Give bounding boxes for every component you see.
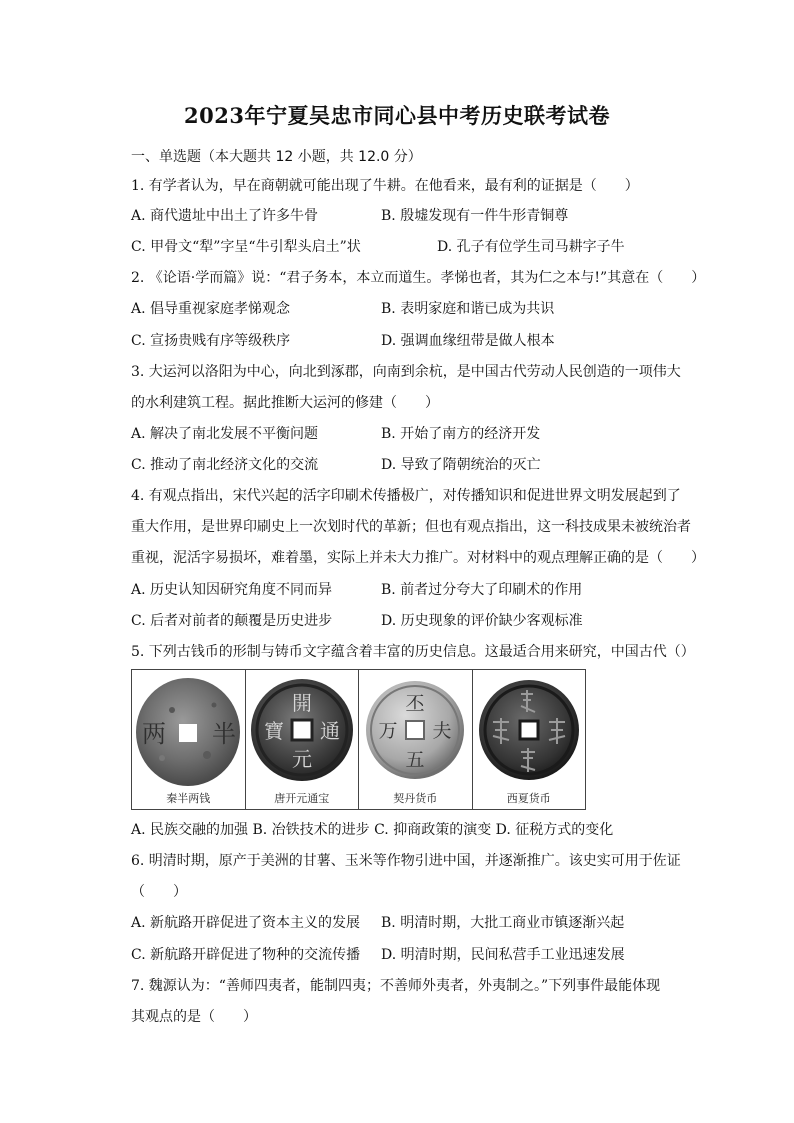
tang-coin-char-right: 通 [319,719,340,743]
qin-coin-char-right: 半 [212,720,236,748]
question-1-option-b[interactable]: B. 殷墟发现有一件牛形青铜尊 [381,208,569,224]
coin-tang-kaiyuan [246,670,360,809]
khitan-coin-char-left: 万 [378,720,398,742]
khitan-coin-char-bottom: 五 [405,749,425,771]
tang-coin-char-top: 開 [291,691,312,715]
question-3-option-b[interactable]: B. 开始了南方的经济开发 [381,426,541,442]
question-6-stem-line-2: （ ） [131,884,187,900]
question-2-stem: 2. 《论语·学而篇》说：“君子务本，本立而道生。孝悌也者，其为仁之本与!”其意在（ ） [131,270,706,286]
coin-caption-khitan: 契丹货币 [393,792,438,805]
coin-caption-tang: 唐开元通宝 [274,792,330,805]
question-4-option-c[interactable]: C. 后者对前者的颠覆是历史进步 [131,613,333,629]
coin-caption-xixia: 西夏货币 [506,792,551,805]
question-7-stem-line-2: 其观点的是（ ） [131,1009,257,1025]
question-6-option-a[interactable]: A. 新航路开辟促进了资本主义的发展 [131,915,361,931]
question-3-option-c[interactable]: C. 推动了南北经济文化的交流 [131,457,319,473]
question-4-option-b[interactable]: B. 前者过分夸大了印刷术的作用 [381,582,583,598]
question-4-stem-line-3: 重视，泥活字易损坏，难着墨，实际上并未大力推广。对材料中的观点理解正确的是（ ） [131,550,705,566]
coin-caption-qin: 秦半两钱 [166,792,211,805]
question-3-stem-line-1: 3. 大运河以洛阳为中心，向北到涿郡，向南到余杭，是中国古代劳动人民创造的一项伟大 [131,364,681,380]
question-3-option-a[interactable]: A. 解决了南北发展不平衡问题 [131,426,319,442]
question-6-stem-line-1: 6. 明清时期，原产于美洲的甘薯、玉米等作物引进中国，并逐渐推广。该史实可用于佐证 [131,853,681,869]
khitan-coin-char-top: 丕 [405,693,425,715]
coin-image-strip [131,669,586,810]
question-4-option-d[interactable]: D. 历史现象的评价缺少客观标准 [381,613,583,629]
question-4-stem-line-1: 4. 有观点指出，宋代兴起的活字印刷术传播极广，对传播知识和促进世界文明发展起到了 [131,488,681,504]
coin-qin-banliang [132,670,246,809]
question-1-option-d[interactable]: D. 孔子有位学生司马耕字子牛 [437,239,625,255]
coin-western-xia [473,670,586,809]
coin-khitan [359,670,473,809]
question-5-options[interactable]: A. 民族交融的加强 B. 冶铁技术的进步 C. 抑商政策的演变 D. 征税方式的变化 [131,822,614,838]
question-1-option-a[interactable]: A. 商代遗址中出土了许多牛骨 [131,208,319,224]
question-2-option-b[interactable]: B. 表明家庭和谐已成为共识 [381,301,555,317]
question-1-option-c[interactable]: C. 甲骨文“犁”字呈“牛引犁头启土”状 [131,239,361,255]
tang-coin-char-bottom: 元 [291,747,312,771]
qin-coin-char-left: 两 [142,720,166,748]
khitan-coin-char-right: 夫 [432,720,452,742]
question-6-option-c[interactable]: C. 新航路开辟促进了物种的交流传播 [131,947,361,963]
question-1-stem: 1. 有学者认为，早在商朝就可能出现了牛耕。在他看来，最有利的证据是（ ） [131,178,639,194]
question-4-stem-line-2: 重大作用，是世界印刷史上一次划时代的革新；但也有观点指出，这一科技成果未被统治者 [131,519,691,535]
tang-coin-char-left: 寶 [263,719,284,743]
question-6-option-d[interactable]: D. 明清时期，民间私营手工业迅速发展 [381,947,625,963]
question-7-stem-line-1: 7. 魏源认为：“善师四夷者，能制四夷；不善师外夷者，外夷制之。”下列事件最能体现 [131,978,661,994]
question-2-option-c[interactable]: C. 宣扬贵贱有序等级秩序 [131,333,291,349]
question-6-option-b[interactable]: B. 明清时期，大批工商业市镇逐渐兴起 [381,915,625,931]
question-3-option-d[interactable]: D. 导致了隋朝统治的灭亡 [381,457,541,473]
question-2-option-d[interactable]: D. 强调血缘纽带是做人根本 [381,333,555,349]
question-3-stem-line-2: 的水利建筑工程。据此推断大运河的修建（ ） [131,395,439,411]
question-2-option-a[interactable]: A. 倡导重视家庭孝悌观念 [131,301,291,317]
question-4-option-a[interactable]: A. 历史认知因研究角度不同而异 [131,582,333,598]
question-5-stem: 5. 下列古钱币的形制与铸币文字蕴含着丰富的历史信息。这最适合用来研究，中国古代（） [131,644,695,660]
exam-title: 2023年宁夏吴忠市同心县中考历史联考试卷 [184,103,610,128]
section-heading: 一、单选题（本大题共 12 小题，共 12.0 分） [131,149,422,165]
